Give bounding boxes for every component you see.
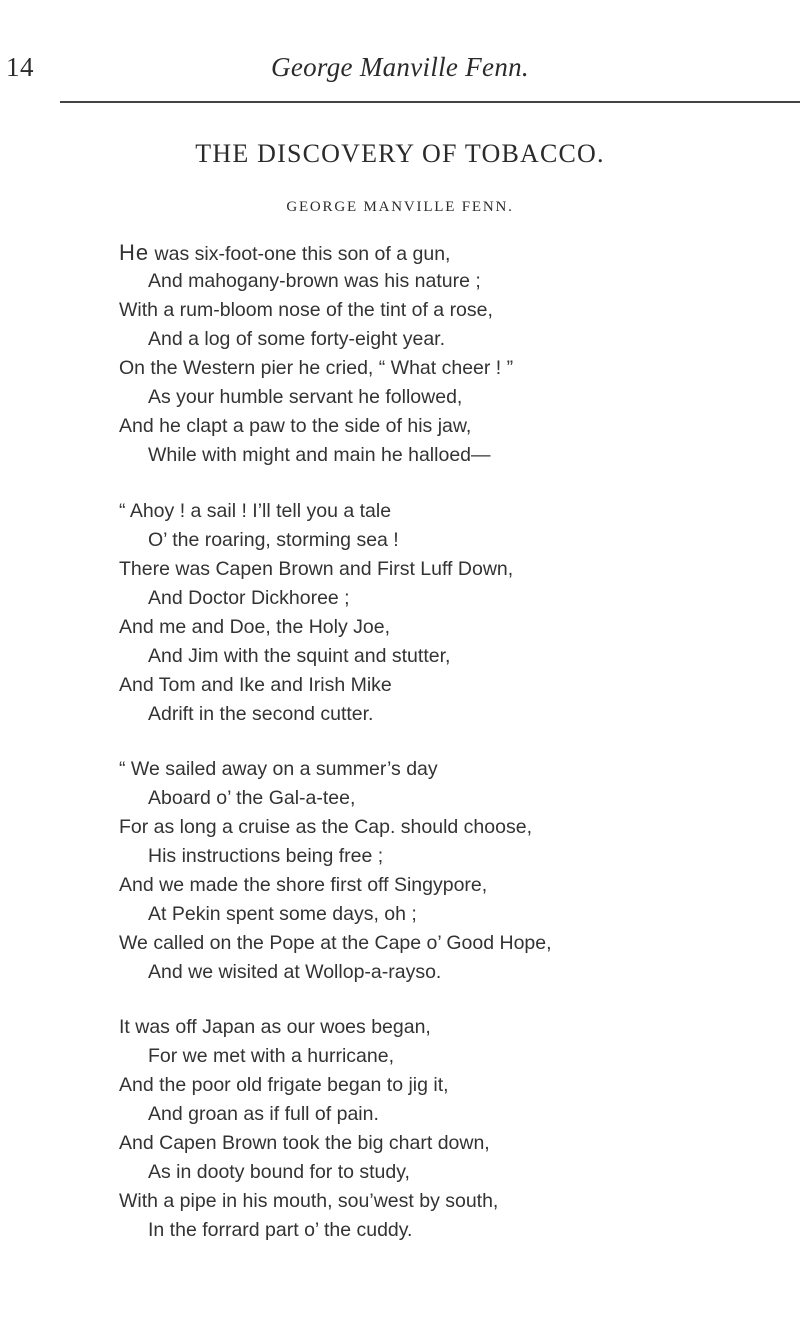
- poem-line: We called on the Pope at the Cape o’ Good Hope,: [119, 932, 552, 954]
- poem-line: And he clapt a paw to the side of his jaw,: [119, 415, 472, 437]
- poem-line: O’ the roaring, storming sea !: [148, 529, 399, 551]
- poem-author: GEORGE MANVILLE FENN.: [286, 199, 514, 215]
- poem-line: And mahogany-brown was his nature ;: [148, 270, 481, 292]
- poem-line: It was off Japan as our woes began,: [119, 1016, 431, 1038]
- running-head: George Manville Fenn.: [271, 52, 529, 82]
- poem-line: As your humble servant he followed,: [148, 386, 463, 408]
- poem-line: “ Ahoy ! a sail ! I’ll tell you a tale: [119, 500, 392, 522]
- poem-line: For as long a cruise as the Cap. should choose,: [119, 816, 532, 838]
- poem-title: THE DISCOVERY OF TOBACCO.: [195, 139, 605, 168]
- poem-line: Aboard o’ the Gal-a-tee,: [148, 787, 356, 809]
- poem-line: His instructions being free ;: [148, 845, 384, 867]
- first-line-rest: was six-foot-one this son of a gun,: [149, 243, 451, 265]
- poem-line: And Doctor Dickhoree ;: [148, 587, 350, 609]
- header-rule: [60, 101, 800, 103]
- poem-line: With a pipe in his mouth, sou’west by south,: [119, 1190, 499, 1212]
- poem-line: And the poor old frigate began to jig it,: [119, 1074, 449, 1096]
- poem-line: And we made the shore first off Singypore,: [119, 874, 488, 896]
- poem-line: [0, 238, 800, 267]
- stanza: [0, 1013, 800, 1245]
- poem-line: And Capen Brown took the big chart down,: [119, 1132, 490, 1154]
- poem-line: There was Capen Brown and First Luff Down,: [119, 558, 514, 580]
- poem-line: As in dooty bound for to study,: [148, 1161, 410, 1183]
- stanza: [0, 755, 800, 987]
- poem-line: In the forrard part o’ the cuddy.: [148, 1219, 413, 1241]
- poem-line: Adrift in the second cutter.: [148, 703, 374, 725]
- poem-line: While with might and main he halloed—: [148, 444, 491, 466]
- poem-line: And groan as if full of pain.: [148, 1103, 379, 1125]
- poem-line: And Tom and Ike and Irish Mike: [119, 674, 392, 696]
- poem-body: [0, 238, 800, 1245]
- page-number: 14: [6, 52, 34, 82]
- poem-line: At Pekin spent some days, oh ;: [148, 903, 417, 925]
- stanza: [0, 238, 800, 470]
- poem-line: For we met with a hurricane,: [148, 1045, 395, 1067]
- poem-line: And a log of some forty-eight year.: [148, 328, 445, 350]
- poem-line: And Jim with the squint and stutter,: [148, 645, 451, 667]
- stanza: [0, 497, 800, 729]
- small-caps-opening: He: [119, 240, 150, 265]
- poem-line: “ We sailed away on a summer’s day: [119, 758, 438, 780]
- poem-line: On the Western pier he cried, “ What cheer ! ”: [119, 357, 514, 379]
- poem-line: And we wisited at Wollop-a-rayso.: [148, 961, 442, 983]
- poem-line: With a rum-bloom nose of the tint of a rose,: [119, 299, 493, 321]
- poem-line: And me and Doe, the Holy Joe,: [119, 616, 390, 638]
